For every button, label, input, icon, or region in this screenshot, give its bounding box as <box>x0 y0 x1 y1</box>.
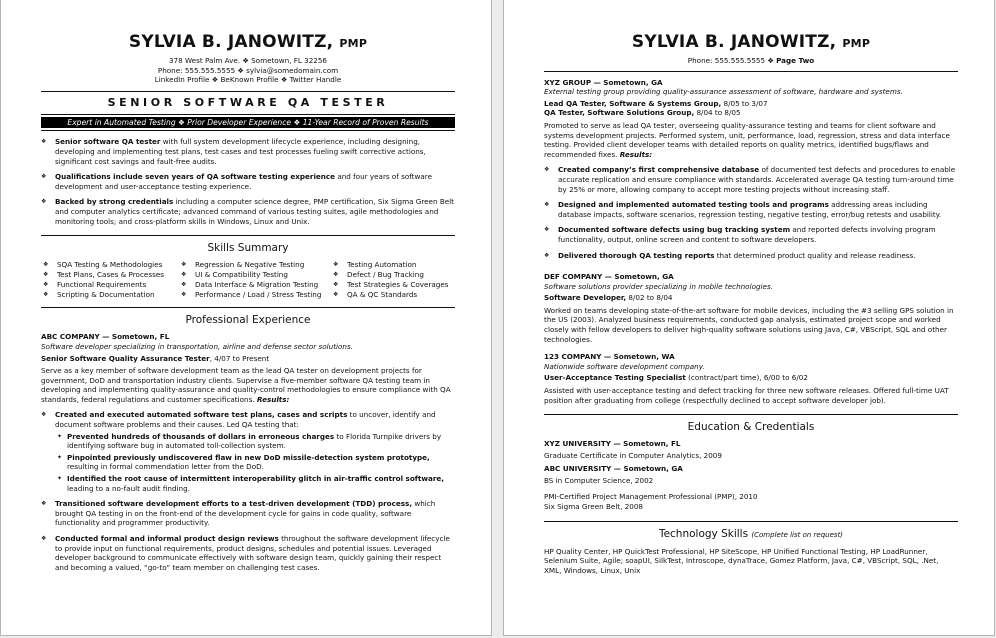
divider <box>544 521 958 522</box>
company-name: DEF COMPANY — Sometown, GA <box>544 272 674 282</box>
section-heading-experience: Professional Experience <box>185 314 311 327</box>
divider <box>41 307 455 308</box>
certification: PMI-Certified Project Management Professional (PMP), 2010 <box>544 491 758 501</box>
candidate-name: SYLVIA B. JANOWITZ, PMP <box>631 32 871 52</box>
job-role: Lead QA Tester, Software & Systems Group, 8/05 to 3/07 <box>544 98 768 108</box>
candidate-name <box>41 32 455 54</box>
company-description: Software solutions provider specializing in mobile technologies. <box>544 281 773 291</box>
section-heading-skills: Skills Summary <box>207 242 289 255</box>
school-name: ABC UNIVERSITY — Sometown, GA <box>544 464 683 474</box>
job-role: User-Acceptance Testing Specialist (contract/part time), 6/00 to 6/02 <box>544 373 808 383</box>
page-header-line: Phone: 555.555.5555 ❖ Page Two <box>687 56 815 65</box>
job-summary: Promoted to serve as lead QA tester, overseeing quality-assurance testing and teams for client software and systems development projects. Performed system, unit, performance, load, regression, stress and data interface testing. Provided client developer teams with detailed reports on quality metrics, identified bugs/flaws and recommended fixes. Results: <box>544 120 950 159</box>
list-item: ❖ Conducted formal and informal product design reviews throughout the software development lifecycle to provide input on functional requirements, product designs, schedules and potential issues. Leveraged developer background to communicate effectively with software design team, quickly gaining their respect and becoming a valued, “go-to” team member on challenging test cases. <box>41 534 455 572</box>
section-heading-tech: Technology Skills (Complete list on request) <box>658 527 844 540</box>
contact-line: Phone: 555.555.5555 ❖ sylvia@somedomain.com <box>157 65 339 75</box>
address: 378 West Palm Ave. ❖ Sometown, FL 32256 <box>168 56 327 65</box>
job-summary: Serve as a key member of software development team as the lead QA tester on development projects for government, DoD and transportation industry clients. Supervise a five-member software QA testing team in developing and implementing quality-assurance and quality-control methodologies to ensure compliance with QA standards, federal regulations and customer specifications. Results: <box>41 366 451 404</box>
tagline-banner <box>41 114 455 131</box>
certification: Six Sigma Green Belt, 2008 <box>544 502 643 512</box>
company-description: Software developer specializing in transportation, airline and defense sector solutions. <box>41 341 353 351</box>
skills-grid: ❖ SQA Testing & Methodologies ❖ Test Plans, Cases & Processes ❖ Functional Requirements ❖ Scripting & Documentation ❖ Regression & Negative Testing ❖ UI & Compatibility Testing ❖ Data Interface & Migration Testing ❖ Performance / Load / Stress Testing ❖ Testing Automation ❖ Defect / Bug Tracking ❖ Test Strategies & Coverages ❖ QA & QC Standards <box>41 260 455 299</box>
company-description: External testing group providing quality-assurance assessment of software, hardware and systems. <box>544 87 903 97</box>
list-item: ❖ Delivered thorough QA testing reports that determined product quality and release readiness. <box>544 251 958 261</box>
achievements-list <box>544 165 958 260</box>
tech-skills-list: HP Quality Center, HP QuickTest Professional, HP SiteScope, HP Unified Functional Testing, HP LoadRunner, Selenium Suite, Agile; soapUI, SilkTest, Introscope, dynaTrace, Gomez Platform, Java, C#, VBScript, SQL, .Net, XML, Windows, Linux, Unix <box>544 546 939 575</box>
tagline-text: Expert in Automated Testing ❖ Prior Developer Experience ❖ 11-Year Record of Proven Results <box>41 117 455 128</box>
resume-title: SENIOR SOFTWARE QA TESTER <box>107 95 389 109</box>
job-summary: Worked on teams developing state-of-the-art software for mobile devices, including the #3 selling GPS solution in the US (2003). Analyzed business requirements, conducted gap analysis, estimated project scope and worked closely with fellow developers to deliver high-quality software solutions using Java, C#, VBScript, SQL and other technologies. <box>544 305 954 344</box>
sub-item: ✦ Prevented hundreds of thousands of dollars in erroneous charges to Florida Turnpike drivers by identifying software bug in automated toll-collection system. <box>57 432 455 451</box>
job-role: Software Developer, 8/02 to 8/04 <box>544 293 673 303</box>
list-item: ❖ Qualifications include seven years of QA software testing experience and four years of software development and user-acceptance testing experience. <box>41 172 455 191</box>
sub-item: ✦ Identified the root cause of intermittent interoperability glitch in air-traffic control software, leading to a no-fault audit finding. <box>57 474 455 493</box>
list-item: ❖ Created company’s first comprehensive database of documented test defects and procedures to enable accurate replication and ensure compliance with standards. Accelerated average QA testing turn-around time by 25% or more, allowing company to accept more testing projects without increasing staff. <box>544 165 958 194</box>
company-description: Nationwide software development company. <box>544 361 705 371</box>
resume-page-1 <box>0 0 492 636</box>
list-item: ❖ Senior software QA tester with full system development lifecycle experience, including designing, developing and implementing test plans, test cases and test processes fueling swift corrective actions, significant cost savings and fault-free audits. <box>41 137 455 166</box>
list-item: ❖ Transitioned software development efforts to a test-driven development (TDD) process, which brought QA testing in on the front-end of the development cycle for gains in code quality, software functionality and programmer productivity. <box>41 499 455 528</box>
job-role: Senior Software Quality Assurance Tester, 4/07 to Present <box>41 353 270 363</box>
profile-links: LinkedIn Profile ❖ BeKnown Profile ❖ Twitter Handle <box>154 75 342 85</box>
company-name: 123 COMPANY — Sometown, WA <box>544 352 675 362</box>
divider <box>544 414 958 415</box>
job-role: QA Tester, Software Solutions Group, 8/04 to 8/05 <box>544 108 741 118</box>
job-summary: Assisted with user-acceptance testing and defect tracking for three new software releases. Offered full-time UAT position after graduating from college (respectfully declined to accept software developer job). <box>544 386 949 405</box>
divider <box>41 91 455 92</box>
resume-page-2 <box>503 0 995 636</box>
degree: Graduate Certificate in Computer Analytics, 2009 <box>544 450 722 460</box>
sub-item: ✦ Pinpointed previously undiscovered flaw in new DoD missile-detection system prototype, resulting in formal commendation letter from the DoD. <box>57 453 455 472</box>
achievements-list <box>41 410 455 572</box>
list-item: ❖ Created and executed automated software test plans, cases and scripts to uncover, identify and document software problems and their causes. Led QA testing that: ✦ Prevented hundreds of thousands of dollars in erroneous charges to Florida Turnpike drivers by identifying software bug in automated toll-collection system. ✦ Pinpointed previously undiscovered flaw in new DoD missile-detection system prototype, resulting in formal commendation letter from the DoD. ✦ Identified the root cause of intermittent interoperability glitch in air-traffic control software, leading to a no-fault audit finding. <box>41 410 455 493</box>
company-name: ABC COMPANY — Sometown, FL <box>41 332 170 342</box>
name-text: SYLVIA B. JANOWITZ, <box>128 32 334 52</box>
summary-list <box>41 137 455 226</box>
list-item: ❖ Documented software defects using bug tracking system and reported defects involving program functionality, output, online screen and content to software developers. <box>544 225 958 244</box>
list-item: ❖ Designed and implemented automated testing tools and programs addressing areas including database impacts, software scenarios, regression testing, negative testing, error/bug retests and usability. <box>544 200 958 219</box>
school-name: XYZ UNIVERSITY — Sometown, FL <box>544 439 681 449</box>
list-item: ❖ Backed by strong credentials including a computer science degree, PMP certification, Six Sigma Green Belt and computer analytics certificate; advanced command of various testing suites, agile methodologies and monitoring tools; and cross-platform skills in Windows, Linux and Unix. <box>41 197 455 226</box>
degree: BS in Computer Science, 2002 <box>544 476 654 485</box>
credential: PMP <box>339 37 368 50</box>
company-name: XYZ GROUP — Sometown, GA <box>544 77 663 87</box>
divider <box>41 235 455 236</box>
section-heading-education: Education & Credentials <box>687 421 815 434</box>
divider <box>544 71 958 72</box>
